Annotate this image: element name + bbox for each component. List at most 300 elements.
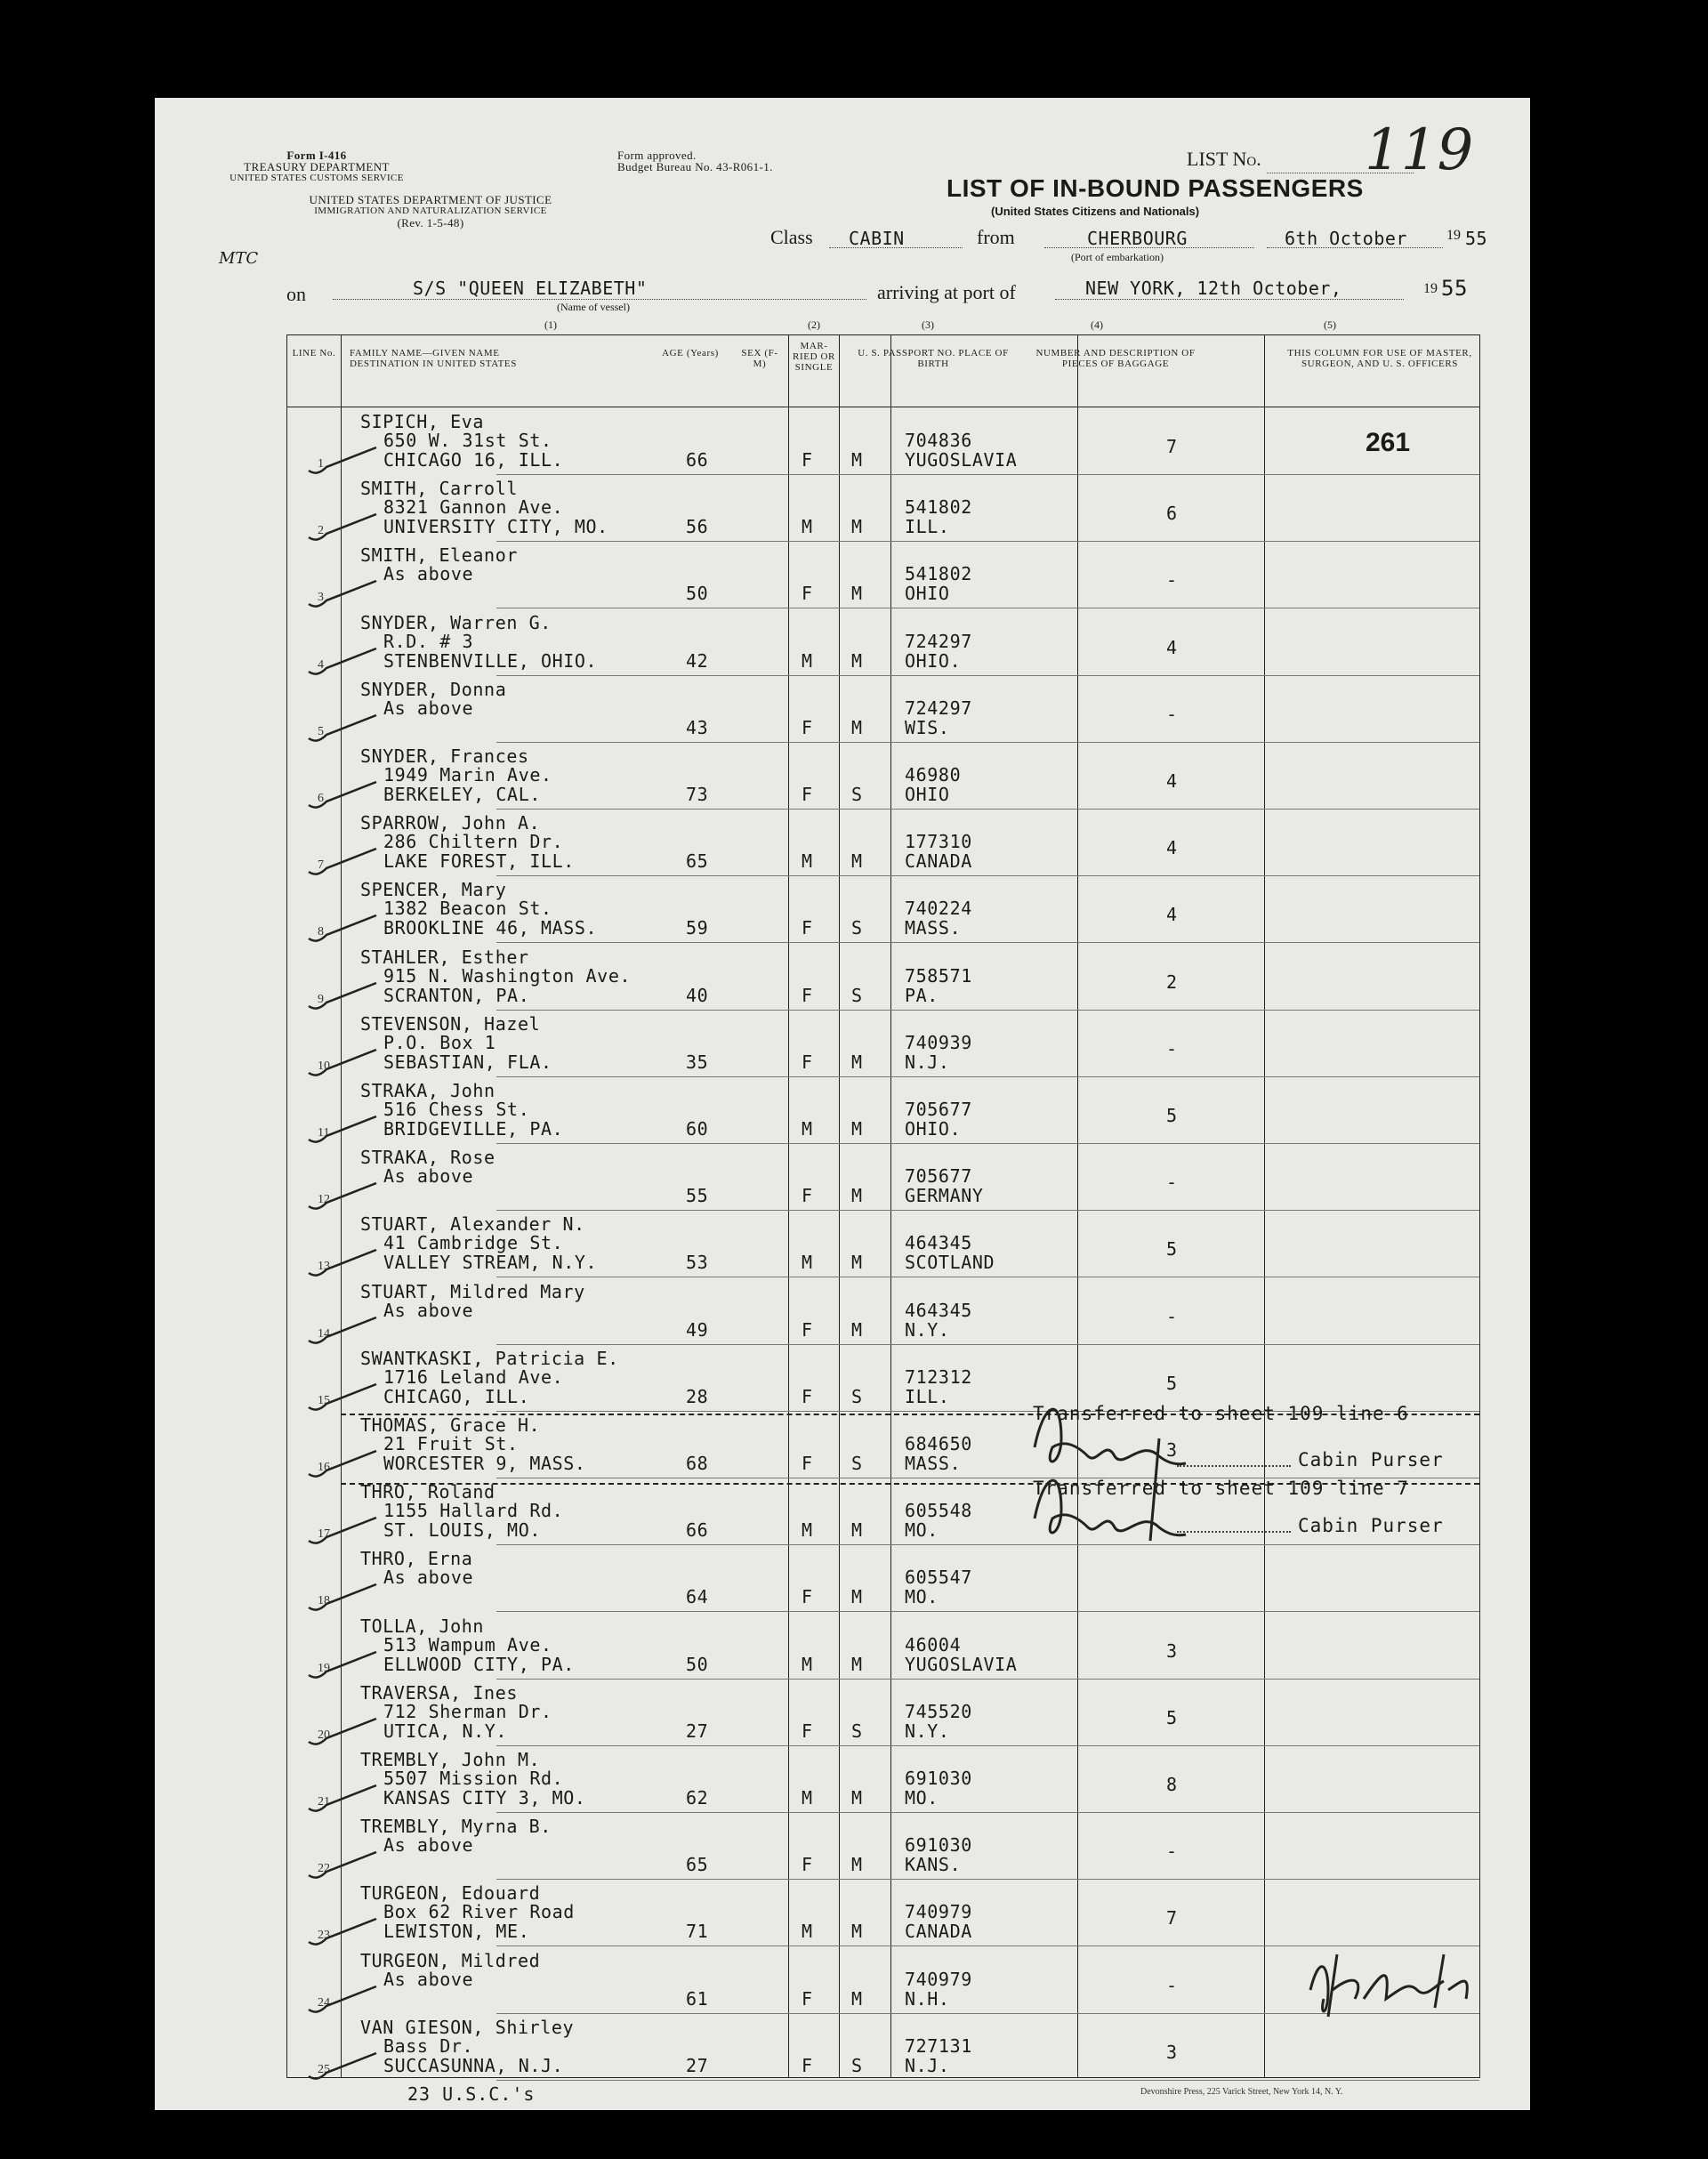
table-row — [287, 743, 1479, 810]
line-number: 24 — [318, 1995, 330, 2010]
age: 50 — [686, 1653, 709, 1675]
birthplace: ILL. — [905, 516, 950, 538]
address-line-1: 1716 Leland Ave. — [383, 1365, 564, 1388]
col-header-officers: THIS COLUMN FOR USE OF MASTER, SURGEON, AND U. S. OFFICERS — [1287, 348, 1472, 369]
passport-number: 541802 — [905, 563, 972, 585]
citizen-count: 23 U.S.C.'s — [407, 2083, 536, 2105]
sex: M — [802, 850, 813, 873]
marital-status: M — [851, 649, 863, 672]
age: 65 — [686, 850, 709, 873]
address-line-1: As above — [383, 1299, 474, 1321]
line-number: 3 — [318, 591, 324, 605]
passport-number: 464345 — [905, 1232, 972, 1254]
marital-status: S — [851, 2054, 863, 2076]
line-number: 2 — [318, 524, 324, 538]
baggage-count: - — [1166, 569, 1178, 592]
justice-label: UNITED STATES DEPARTMENT OF JUSTICE — [309, 193, 552, 206]
row-divider — [496, 2080, 1479, 2081]
line-number: 4 — [318, 657, 324, 672]
line-number: 10 — [318, 1059, 330, 1073]
passenger-name: TURGEON, Mildred — [360, 1949, 541, 1971]
marital-status: M — [851, 1921, 863, 1943]
vessel-note: (Name of vessel) — [557, 301, 630, 313]
check-mark-icon — [305, 444, 385, 479]
address-line-1: R.D. # 3 — [383, 630, 474, 652]
sex: F — [802, 784, 813, 805]
address-line-2: LAKE FOREST, ILL. — [383, 850, 575, 873]
age: 35 — [686, 1051, 709, 1073]
address-line-2: STENBENVILLE, OHIO. — [383, 649, 598, 672]
age: 59 — [686, 917, 709, 939]
marital-status: M — [851, 850, 863, 873]
table-row — [287, 1345, 1479, 1412]
passport-number: 177310 — [905, 831, 972, 853]
table-row — [287, 1947, 1479, 2014]
address-line-1: As above — [383, 1165, 474, 1188]
passenger-name: SIPICH, Eva — [360, 411, 485, 432]
birthplace: MASS. — [905, 917, 962, 939]
check-mark-icon — [305, 577, 385, 613]
address-line-1: 286 Chiltern Dr. — [383, 831, 564, 853]
passport-number: 691030 — [905, 1768, 972, 1789]
passenger-name: STUART, Alexander N. — [360, 1213, 585, 1236]
col-header-name: FAMILY NAME—GIVEN NAME DESTINATION IN UNITED STATES — [350, 348, 517, 369]
line-number: 21 — [318, 1795, 330, 1809]
sex: F — [802, 716, 813, 738]
age: 73 — [686, 784, 709, 805]
departure-date: 6th October — [1285, 228, 1407, 249]
arrival-line — [1055, 299, 1404, 300]
check-mark-icon — [305, 1314, 385, 1349]
check-mark-icon — [305, 1113, 385, 1148]
passenger-name: STAHLER, Esther — [360, 946, 529, 968]
line-number: 14 — [318, 1326, 330, 1341]
birthplace: OHIO. — [905, 649, 962, 672]
sex: M — [802, 516, 813, 538]
column-marker-4: (4) — [1091, 318, 1103, 331]
col-header-age: AGE (Years) — [662, 348, 719, 358]
age: 27 — [686, 2054, 709, 2076]
passenger-name: STEVENSON, Hazel — [360, 1012, 541, 1035]
address-line-2: BROOKLINE 46, MASS. — [383, 917, 598, 939]
passport-number: 464345 — [905, 1299, 972, 1321]
address-line-2: CHICAGO, ILL. — [383, 1385, 530, 1407]
address-line-2: KANSAS CITY 3, MO. — [383, 1787, 586, 1809]
passport-number: 740979 — [905, 1901, 972, 1923]
check-mark-icon — [305, 1782, 385, 1817]
mtc-mark: MTC — [219, 249, 259, 268]
baggage-count: 4 — [1166, 904, 1178, 926]
address-line-2: CHICAGO 16, ILL. — [383, 449, 564, 471]
birthplace: CANADA — [905, 850, 972, 873]
birthplace: MASS. — [905, 1453, 962, 1474]
line-number: 9 — [318, 992, 324, 1006]
baggage-count: 3 — [1166, 1439, 1178, 1461]
table-row — [287, 1278, 1479, 1345]
passenger-name: TOLLA, John — [360, 1615, 485, 1637]
address-line-2: BRIDGEVILLE, PA. — [383, 1118, 564, 1140]
sex: M — [802, 649, 813, 672]
baggage-count: 3 — [1166, 2041, 1178, 2063]
line-number: 8 — [318, 925, 324, 939]
arrival-year: 55 — [1441, 276, 1468, 301]
approved-label: Form approved. — [617, 149, 697, 162]
birthplace: CANADA — [905, 1921, 972, 1943]
passport-number: 740224 — [905, 898, 972, 920]
address-line-1: Box 62 River Road — [383, 1901, 575, 1923]
table-row — [287, 1144, 1479, 1211]
age: 65 — [686, 1854, 709, 1876]
address-line-1: As above — [383, 1834, 474, 1857]
sex: F — [802, 1051, 813, 1073]
address-line-1: 41 Cambridge St. — [383, 1232, 564, 1254]
birthplace: N.Y. — [905, 1720, 950, 1742]
column-marker-5: (5) — [1324, 318, 1336, 331]
passenger-name: SMITH, Carroll — [360, 478, 518, 500]
departure-year: 55 — [1465, 228, 1488, 249]
col-header-married: MAR-RIED OR SINGLE — [793, 341, 835, 373]
marital-status: M — [851, 1787, 863, 1809]
check-mark-icon — [305, 1246, 385, 1282]
baggage-count: 3 — [1166, 1639, 1178, 1662]
age: 60 — [686, 1118, 709, 1140]
marital-status: M — [851, 716, 863, 738]
passenger-name: SNYDER, Donna — [360, 678, 507, 700]
passport-number: 712312 — [905, 1365, 972, 1388]
check-mark-icon — [305, 778, 385, 814]
check-mark-icon — [305, 2050, 385, 2085]
passport-number: 745520 — [905, 1700, 972, 1722]
sex: M — [802, 1252, 813, 1274]
age: 66 — [686, 1519, 709, 1542]
age: 61 — [686, 1987, 709, 2010]
sex: F — [802, 1720, 813, 1742]
inspector-signature — [1301, 1937, 1479, 2034]
table-row — [287, 1011, 1479, 1077]
age: 64 — [686, 1586, 709, 1608]
table-row — [287, 1211, 1479, 1277]
passenger-table — [286, 334, 1480, 2078]
class-line — [829, 247, 963, 248]
baggage-count: 2 — [1166, 971, 1178, 993]
passport-number: 684650 — [905, 1433, 972, 1454]
birthplace: N.H. — [905, 1987, 950, 2010]
passenger-name: SMITH, Eleanor — [360, 544, 518, 567]
passport-number: 758571 — [905, 964, 972, 987]
passport-number: 705677 — [905, 1165, 972, 1188]
birthplace: KANS. — [905, 1854, 962, 1876]
agency-header — [219, 149, 415, 184]
baggage-count: 4 — [1166, 837, 1178, 859]
passenger-list-sheet — [155, 98, 1530, 2110]
birthplace: OHIO — [905, 784, 950, 805]
purser-signature — [1026, 1385, 1204, 1545]
check-mark-icon — [305, 645, 385, 681]
birthplace: GERMANY — [905, 1185, 984, 1207]
check-mark-icon — [305, 1581, 385, 1616]
table-row — [287, 876, 1479, 943]
sex: M — [802, 1787, 813, 1809]
arrival-port-date: NEW YORK, 12th October, — [1085, 278, 1342, 299]
birthplace: WIS. — [905, 716, 950, 738]
address-line-2: SUCCASUNNA, N.J. — [383, 2054, 564, 2076]
sex: F — [802, 1318, 813, 1341]
check-mark-icon — [305, 845, 385, 881]
on-label: on — [286, 283, 306, 305]
marital-status: M — [851, 1252, 863, 1274]
table-row — [287, 944, 1479, 1011]
passport-number: 724297 — [905, 630, 972, 652]
birthplace: MO. — [905, 1787, 939, 1809]
column-marker-2: (2) — [808, 318, 820, 331]
line-number: 15 — [318, 1393, 330, 1407]
marital-status: M — [851, 1118, 863, 1140]
address-line-1: 650 W. 31st St. — [383, 430, 552, 451]
sex: F — [802, 984, 813, 1006]
form-number: Form I-416 — [286, 149, 347, 162]
marital-status: S — [851, 1385, 863, 1407]
col-header-baggage: NUMBER AND DESCRIPTION OF PIECES OF BAGGAGE — [1035, 348, 1196, 369]
baggage-count: - — [1166, 1172, 1178, 1194]
baggage-count: 7 — [1166, 1907, 1178, 1929]
check-mark-icon — [305, 1648, 385, 1684]
from-label: from — [977, 226, 1015, 248]
age: 71 — [686, 1921, 709, 1943]
birthplace: YUGOSLAVIA — [905, 1653, 1018, 1675]
check-mark-icon — [305, 979, 385, 1015]
age: 56 — [686, 516, 709, 538]
marital-status: M — [851, 1854, 863, 1876]
marital-status: M — [851, 516, 863, 538]
table-row — [287, 475, 1479, 542]
line-number: 25 — [318, 2062, 330, 2076]
birthplace: SCOTLAND — [905, 1252, 995, 1274]
line-number: 13 — [318, 1260, 330, 1274]
birthplace: MO. — [905, 1586, 939, 1608]
birthplace: N.J. — [905, 2054, 950, 2076]
check-mark-icon — [305, 1514, 385, 1550]
address-line-1: P.O. Box 1 — [383, 1031, 496, 1053]
table-row — [287, 810, 1479, 876]
passport-number: 740979 — [905, 1968, 972, 1990]
table-row — [287, 2014, 1479, 2081]
passenger-name: STUART, Mildred Mary — [360, 1280, 585, 1302]
officer-note: 261 — [1366, 428, 1411, 457]
from-line — [1044, 247, 1254, 248]
line-number: 11 — [318, 1126, 330, 1140]
marital-status: M — [851, 449, 863, 471]
check-mark-icon — [305, 1381, 385, 1416]
passenger-name: VAN GIESON, Shirley — [360, 2016, 575, 2038]
justice-header — [279, 194, 582, 229]
transfer-note-17: Transferred to sheet 109 line 6 — [1033, 1403, 1409, 1424]
address-line-2: VALLEY STREAM, N.Y. — [383, 1252, 598, 1274]
departure-year-prefix: 19 — [1446, 228, 1461, 243]
passenger-name: THRO, Erna — [360, 1548, 473, 1570]
birthplace: N.J. — [905, 1051, 950, 1073]
class-label: Class — [770, 226, 813, 248]
passenger-name: TURGEON, Edouard — [360, 1882, 541, 1905]
passenger-name: STRAKA, John — [360, 1080, 495, 1101]
line-number: 22 — [318, 1862, 330, 1876]
sex: F — [802, 1987, 813, 2010]
address-line-1: 513 Wampum Ave. — [383, 1633, 552, 1656]
passport-number: 605547 — [905, 1567, 972, 1589]
table-row — [287, 1077, 1479, 1144]
passenger-name: TREMBLY, Myrna B. — [360, 1816, 552, 1838]
passport-number: 605548 — [905, 1500, 972, 1522]
passport-number: 704836 — [905, 430, 972, 451]
col-header-sex: SEX (F-M) — [741, 348, 778, 369]
check-mark-icon — [305, 1046, 385, 1082]
passenger-name: THOMAS, Grace H. — [360, 1414, 541, 1436]
address-line-1: 516 Chess St. — [383, 1099, 530, 1120]
birthplace: N.Y. — [905, 1318, 950, 1341]
check-mark-icon — [305, 1915, 385, 1951]
transfer-note-18: Transferred to sheet 109 line 7 — [1033, 1478, 1409, 1499]
address-line-1: 1155 Hallard Rd. — [383, 1500, 564, 1522]
vessel-line — [333, 299, 866, 300]
table-row — [287, 609, 1479, 676]
baggage-count: 7 — [1166, 436, 1178, 457]
address-line-1: 1382 Beacon St. — [383, 898, 552, 920]
address-line-1: Bass Dr. — [383, 2034, 474, 2057]
passenger-name: TRAVERSA, Ines — [360, 1681, 518, 1704]
approval-note — [617, 149, 813, 173]
sex: F — [802, 1385, 813, 1407]
baggage-count: - — [1166, 1305, 1178, 1327]
marital-status: M — [851, 1653, 863, 1675]
age: 55 — [686, 1185, 709, 1207]
sex: F — [802, 917, 813, 939]
marital-status: S — [851, 784, 863, 805]
age: 62 — [686, 1787, 709, 1809]
marital-status: S — [851, 1453, 863, 1474]
address-line-1: 915 N. Washington Ave. — [383, 964, 632, 987]
table-row — [287, 1545, 1479, 1612]
passenger-name: STRAKA, Rose — [360, 1147, 495, 1169]
baggage-count: - — [1166, 1974, 1178, 1996]
address-line-2: UNIVERSITY CITY, MO. — [383, 516, 608, 538]
arrival-year-prefix: 19 — [1423, 281, 1438, 296]
line-number: 6 — [318, 792, 324, 805]
passport-number: 740939 — [905, 1031, 972, 1053]
baggage-count: - — [1166, 703, 1178, 725]
sex: F — [802, 2054, 813, 2076]
age: 43 — [686, 716, 709, 738]
sex: M — [802, 1653, 813, 1675]
treasury-label: TREASURY DEPARTMENT — [244, 160, 390, 173]
sex: F — [802, 1586, 813, 1608]
baggage-count: 4 — [1166, 636, 1178, 658]
passport-number: 46004 — [905, 1633, 962, 1656]
address-line-1: As above — [383, 563, 474, 585]
table-row — [287, 1746, 1479, 1813]
address-line-1: 21 Fruit St. — [383, 1433, 519, 1454]
baggage-count: 5 — [1166, 1238, 1178, 1261]
budget-label: Budget Bureau No. 43-R061-1. — [617, 160, 773, 173]
marital-status: M — [851, 1987, 863, 2010]
passport-number: 705677 — [905, 1099, 972, 1120]
passport-number: 724297 — [905, 697, 972, 719]
line-number: 5 — [318, 724, 324, 738]
column-marker-3: (3) — [922, 318, 934, 331]
passenger-name: SPENCER, Mary — [360, 879, 507, 901]
address-line-2: WORCESTER 9, MASS. — [383, 1453, 586, 1474]
line-number: 23 — [318, 1929, 330, 1943]
check-mark-icon — [305, 1715, 385, 1751]
line-number: 1 — [318, 457, 324, 471]
address-line-2: ELLWOOD CITY, PA. — [383, 1653, 575, 1675]
birthplace: PA. — [905, 984, 939, 1006]
passport-number: 691030 — [905, 1834, 972, 1857]
marital-status: S — [851, 1720, 863, 1742]
address-line-2: ST. LOUIS, MO. — [383, 1519, 541, 1542]
column-marker-1: (1) — [544, 318, 557, 331]
baggage-count: 5 — [1166, 1706, 1178, 1728]
table-row — [287, 1680, 1479, 1746]
arriving-label: arriving at port of — [877, 281, 1016, 303]
marital-status: M — [851, 1519, 863, 1542]
age: 27 — [686, 1720, 709, 1742]
passenger-name: SNYDER, Frances — [360, 745, 529, 767]
baggage-count: 8 — [1166, 1774, 1178, 1795]
check-mark-icon — [305, 912, 385, 947]
date-line — [1267, 247, 1443, 248]
marital-status: S — [851, 917, 863, 939]
address-line-1: 8321 Gannon Ave. — [383, 496, 564, 519]
sex: M — [802, 1921, 813, 1943]
age: 50 — [686, 583, 709, 605]
from-value: CHERBOURG — [1087, 228, 1188, 249]
check-mark-icon — [305, 1180, 385, 1215]
sex: F — [802, 583, 813, 605]
line-number: 17 — [318, 1527, 330, 1542]
birthplace: YUGOSLAVIA — [905, 449, 1018, 471]
marital-status: M — [851, 1586, 863, 1608]
birthplace: ILL. — [905, 1385, 950, 1407]
check-mark-icon — [305, 1447, 385, 1483]
line-number: 18 — [318, 1594, 330, 1608]
purser-label-17: Cabin Purser — [1298, 1449, 1444, 1470]
check-mark-icon — [305, 511, 385, 546]
baggage-count: 5 — [1166, 1105, 1178, 1126]
table-row — [287, 542, 1479, 608]
line-number: 19 — [318, 1661, 330, 1675]
line-number: 7 — [318, 858, 324, 873]
passport-number: 46980 — [905, 764, 962, 785]
age: 49 — [686, 1318, 709, 1341]
col-header-line: LINE No. — [292, 348, 336, 358]
customs-label: UNITED STATES CUSTOMS SERVICE — [230, 173, 404, 183]
address-line-2: SCRANTON, PA. — [383, 984, 530, 1006]
sex: F — [802, 1453, 813, 1474]
address-line-2: LEWISTON, ME. — [383, 1921, 530, 1943]
purser-label-18: Cabin Purser — [1298, 1515, 1444, 1536]
table-row — [287, 1613, 1479, 1680]
page-subtitle: (United States Citizens and Nationals) — [991, 205, 1200, 218]
line-number: 16 — [318, 1461, 330, 1474]
list-number: 119 — [1365, 117, 1474, 183]
port-embarkation-note: (Port of embarkation) — [1071, 251, 1164, 263]
age: 28 — [686, 1385, 709, 1407]
marital-status: M — [851, 1185, 863, 1207]
line-number: 12 — [318, 1193, 330, 1207]
address-line-2: BERKELEY, CAL. — [383, 784, 541, 805]
address-line-1: As above — [383, 1968, 474, 1990]
age: 40 — [686, 984, 709, 1006]
baggage-count: - — [1166, 1037, 1178, 1059]
